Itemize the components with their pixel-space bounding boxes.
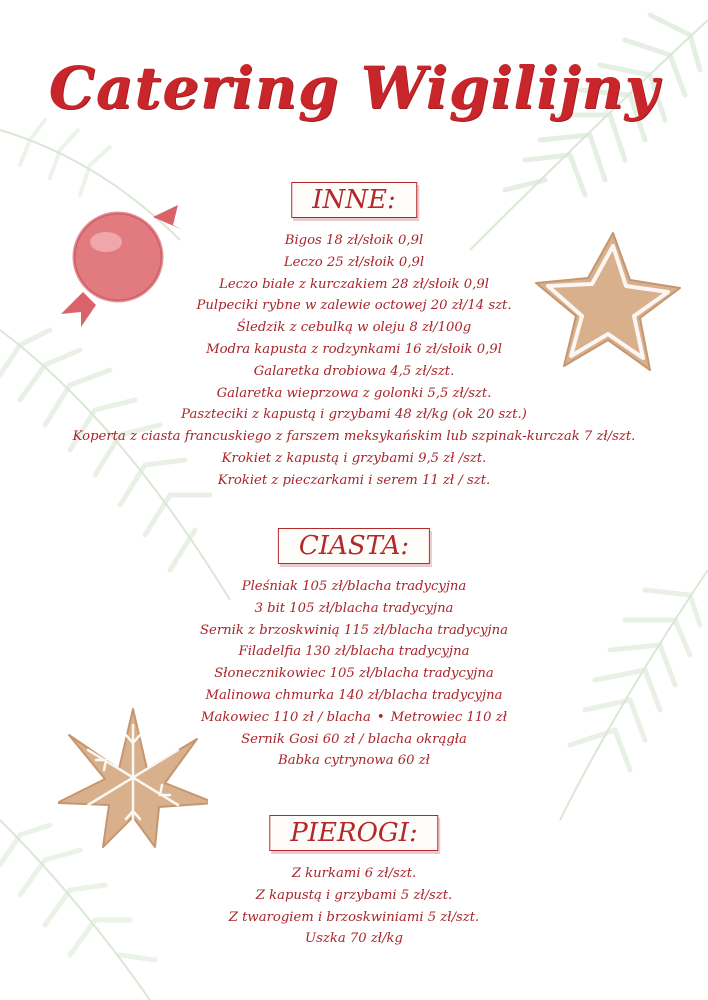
list-item: Filadelfia 130 zł/blacha tradycyjna <box>238 644 470 660</box>
list-item: Bigos 18 zł/słoik 0,9l <box>284 233 424 248</box>
list-item <box>0 707 708 729</box>
list-item: Sernik Gosi 60 zł / blacha okrągła <box>241 731 467 747</box>
list-item: Pleśniak 105 zł/blacha tradycyjna <box>241 579 467 594</box>
list-item: Babka cytrynowa 60 zł <box>278 753 430 769</box>
section-label-inne: INNE: <box>291 182 417 218</box>
list-item: Z kurkami 6 zł/szt. <box>291 866 417 881</box>
list-item: Galaretka drobiowa 4,5 zł/szt. <box>253 363 455 379</box>
list-item-left: Makowiec 110 zł / blacha <box>201 709 371 725</box>
section-label-pierogi: PIEROGI: <box>269 815 438 851</box>
list-item: Pulpeciki rybne w zalewie octowej 20 zł/14 szt. <box>196 298 512 314</box>
list-item-right: Metrowiec 110 zł <box>390 709 507 725</box>
list-item: Malinowa chmurka 140 zł/blacha tradycyjna <box>205 687 503 703</box>
page-title: Catering Wigilijny <box>48 54 660 122</box>
list-item: Krokiet z pieczarkami i serem 11 zł / szt. <box>217 472 491 488</box>
section-list-inne <box>0 230 708 492</box>
list-item: Sernik z brzoskwinią 115 zł/blacha tradycyjna <box>200 622 508 638</box>
section-list-ciasta <box>0 576 708 772</box>
list-item: Koperta z ciasta francuskiego z farszem meksykańskim lub szpinak-kurczak 7 zł/szt. <box>72 429 636 445</box>
list-item: Śledzik z cebulką w oleju 8 zł/100g <box>236 320 472 336</box>
list-item: Uszka 70 zł/kg <box>305 931 403 947</box>
list-item: Modra kapusta z rodzynkami 16 zł/słoik 0,9l <box>206 341 502 357</box>
list-item: Paszteciki z kapustą i grzybami 48 zł/kg (ok 20 szt.) <box>181 407 527 423</box>
list-item: Słonecznikowiec 105 zł/blacha tradycyjna <box>214 666 494 682</box>
bullet-separator: • <box>376 709 385 725</box>
section-label-ciasta: CIASTA: <box>278 528 430 564</box>
list-item: Galaretka wieprzowa z golonki 5,5 zł/szt. <box>216 385 492 401</box>
list-item: Z kapustą i grzybami 5 zł/szt. <box>255 887 453 903</box>
section-list-pierogi <box>0 863 708 950</box>
list-item: 3 bit 105 zł/blacha tradycyjna <box>254 600 454 616</box>
list-item: Leczo 25 zł/słoik 0,9l <box>283 254 425 270</box>
list-item: Z twarogiem i brzoskwiniami 5 zł/szt. <box>228 909 480 925</box>
list-item: Leczo białe z kurczakiem 28 zł/słoik 0,9l <box>219 276 489 292</box>
list-item: Krokiet z kapustą i grzybami 9,5 zł /szt. <box>221 450 487 466</box>
